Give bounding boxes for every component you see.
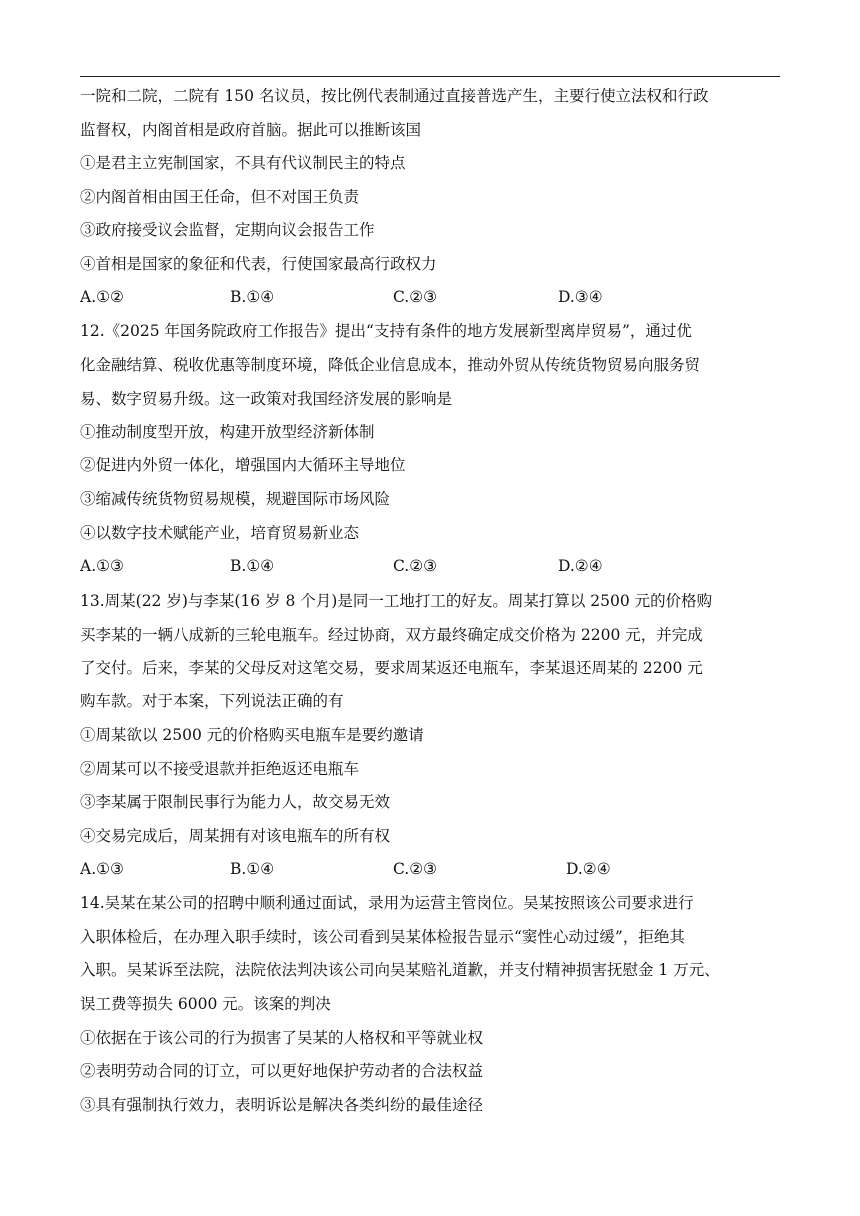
q14-stem-line: 入职。吴某诉至法院，法院依法判决该公司向吴某赔礼道歉，并支付精神损害抚慰金 1 万元、 — [80, 961, 720, 979]
document-page — [80, 0, 780, 1216]
q11-option-d: D.③④ — [558, 288, 603, 306]
q11-statement-2: ②内阁首相由国王任命，但不对国王负责 — [80, 188, 360, 206]
q12-stem-line: 易、数字贸易升级。这一政策对我国经济发展的影响是 — [80, 390, 453, 408]
q13-stem-line: 购车款。对于本案，下列说法正确的有 — [80, 692, 344, 710]
q12-statement-1: ①推动制度型开放，构建开放型经济新体制 — [80, 423, 375, 441]
q13-stem-line: 买李某的一辆八成新的三轮电瓶车。经过协商，双方最终确定成交价格为 2200 元，并完成 — [80, 626, 703, 644]
q12-option-b: B.①④ — [230, 557, 275, 575]
q12-statement-4: ④以数字技术赋能产业，培育贸易新业态 — [80, 524, 360, 542]
q14-stem-line: 入职体检后，在办理入职手续时，该公司看到吴某体检报告显示“窦性心动过缓”，拒绝其 — [80, 928, 685, 946]
q13-option-b: B.①④ — [230, 860, 275, 878]
q13-option-c: C.②③ — [393, 860, 438, 878]
q11-option-a: A.①② — [80, 288, 124, 306]
q12-option-c: C.②③ — [393, 557, 438, 575]
q12-stem-line: 化金融结算、税收优惠等制度环境，降低企业信息成本，推动外贸从传统货物贸易向服务贸 — [80, 356, 701, 374]
q13-statement-4: ④交易完成后，周某拥有对该电瓶车的所有权 — [80, 827, 391, 845]
q14-statement-2: ②表明劳动合同的订立，可以更好地保护劳动者的合法权益 — [80, 1062, 484, 1080]
q13-option-a: A.①③ — [80, 860, 124, 878]
q11-statement-3: ③政府接受议会监督，定期向议会报告工作 — [80, 221, 375, 239]
q12-stem-line: 12.《2025 年国务院政府工作报告》提出“支持有条件的地方发展新型离岸贸易”，通过优 — [80, 322, 692, 340]
q14-statement-1: ①依据在于该公司的行为损害了吴某的人格权和平等就业权 — [80, 1029, 484, 1047]
q12-option-d: D.②④ — [558, 557, 603, 575]
q14-statement-3: ③具有强制执行效力，表明诉讼是解决各类纠纷的最佳途径 — [80, 1096, 484, 1114]
q12-statement-2: ②促进内外贸一体化，增强国内大循环主导地位 — [80, 456, 406, 474]
q13-stem-line: 了交付。后来，李某的父母反对这笔交易，要求周某返还电瓶车，李某退还周某的 2200 元 — [80, 659, 703, 677]
q13-stem-line: 13.周某(22 岁)与李某(16 岁 8 个月)是同一工地打工的好友。周某打算以 2500 元的价格购 — [80, 592, 713, 610]
q12-statement-3: ③缩减传统货物贸易规模，规避国际市场风险 — [80, 490, 391, 508]
q11-stem-line: 一院和二院，二院有 150 名议员，按比例代表制通过直接普选产生，主要行使立法权和行政 — [80, 87, 709, 105]
q12-options — [80, 555, 780, 577]
header-rule — [80, 76, 780, 77]
q11-option-b: B.①④ — [230, 288, 275, 306]
q12-option-a: A.①③ — [80, 557, 124, 575]
q11-options — [80, 286, 780, 308]
q11-option-c: C.②③ — [393, 288, 438, 306]
q13-statement-1: ①周某欲以 2500 元的价格购买电瓶车是要约邀请 — [80, 726, 424, 744]
q13-statement-3: ③李某属于限制民事行为能力人，故交易无效 — [80, 793, 391, 811]
q14-stem-line: 14.吴某在某公司的招聘中顺利通过面试，录用为运营主管岗位。吴某按照该公司要求进行 — [80, 894, 694, 912]
q11-stem-line: 监督权，内阁首相是政府首脑。据此可以推断该国 — [80, 121, 422, 139]
q13-option-d: D.②④ — [566, 860, 611, 878]
q14-stem-line: 误工费等损失 6000 元。该案的判决 — [80, 995, 331, 1013]
q11-statement-1: ①是君主立宪制国家，不具有代议制民主的特点 — [80, 154, 406, 172]
q13-statement-2: ②周某可以不接受退款并拒绝返还电瓶车 — [80, 760, 360, 778]
q13-options — [80, 858, 780, 880]
q11-statement-4: ④首相是国家的象征和代表，行使国家最高行政权力 — [80, 255, 437, 273]
